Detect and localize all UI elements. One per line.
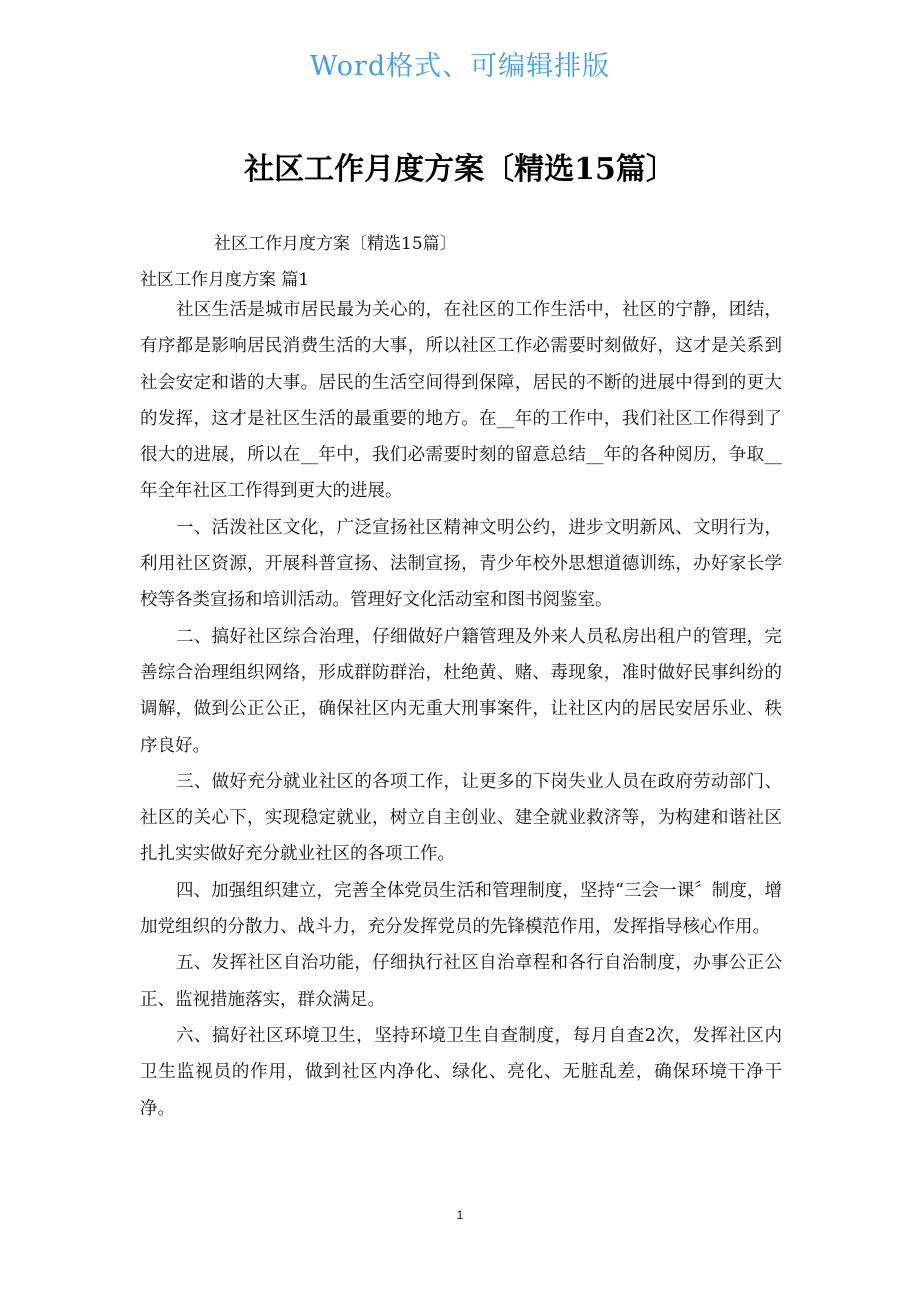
paragraph-intro: 社区生活是城市居民最为关心的，在社区的工作生活中，社区的宁静，团结，有序都是影响居民消费生活的大事，所以社区工作必需要时刻做好，这才是关系到社会安定和谐的大事。居民的生活空间得到保障，居民的不断的进展中得到的更大的发挥，这才是社区生活的最重要的地方。在__年的工作中，我们社区工作得到了很大的进展，所以在__年中，我们必需要时刻的留意总结__年的各种阅历，争取__年全年社区工作得到更大的进展。	[140, 300, 782, 502]
paragraph-item-4: 四、加强组织建立，完善全体党员生活和管理制度，坚持“三会一课〞制度，增加党组织的分散力、战斗力，充分发挥党员的先锋模范作用，发挥指导核心作用。	[140, 880, 782, 938]
header-banner: Word格式、可编辑排版	[309, 51, 611, 82]
document-subtitle: 社区工作月度方案〔精选15篇〕	[214, 234, 457, 254]
document-title: 社区工作月度方案〔精选15篇〕	[244, 152, 676, 187]
paragraph-item-1: 一、活泼社区文化，广泛宣扬社区精神文明公约，进步文明新风、文明行为，利用社区资源，开展科普宣扬、法制宣扬，青少年校外思想道德训练，办好家长学校等各类宣扬和培训活动。管理好文化活动室和图书阅鉴室。	[140, 517, 782, 611]
paragraph-item-2: 二、搞好社区综合治理，仔细做好户籍管理及外来人员私房出租户的管理，完善综合治理组织网络，形成群防群治，杜绝黄、赌、毒现象，准时做好民事纠纷的调解，做到公正公正，确保社区内无重大刑事案件，让社区内的居民安居乐业、秩序良好。	[140, 626, 782, 756]
paragraph-item-5: 五、发挥社区自治功能，仔细执行社区自治章程和各行自治制度，办事公正公正、监视措施落实，群众满足。	[140, 953, 782, 1010]
document-body	[140, 292, 782, 1127]
paragraph-item-3: 三、做好充分就业社区的各项工作，让更多的下岗失业人员在政府劳动部门、社区的关心下，实现稳定就业，树立自主创业、建全就业救济等，为构建和谐社区扎扎实实做好充分就业社区的各项工作。	[140, 771, 782, 865]
section-heading: 社区工作月度方案 篇1	[140, 270, 310, 290]
page-number: 1	[456, 1208, 464, 1222]
paragraph-item-6: 六、搞好社区环境卫生，坚持环境卫生自查制度，每月自查2次，发挥社区内卫生监视员的作用，做到社区内净化、绿化、亮化、无脏乱差，确保环境干净干净。	[140, 1025, 782, 1119]
